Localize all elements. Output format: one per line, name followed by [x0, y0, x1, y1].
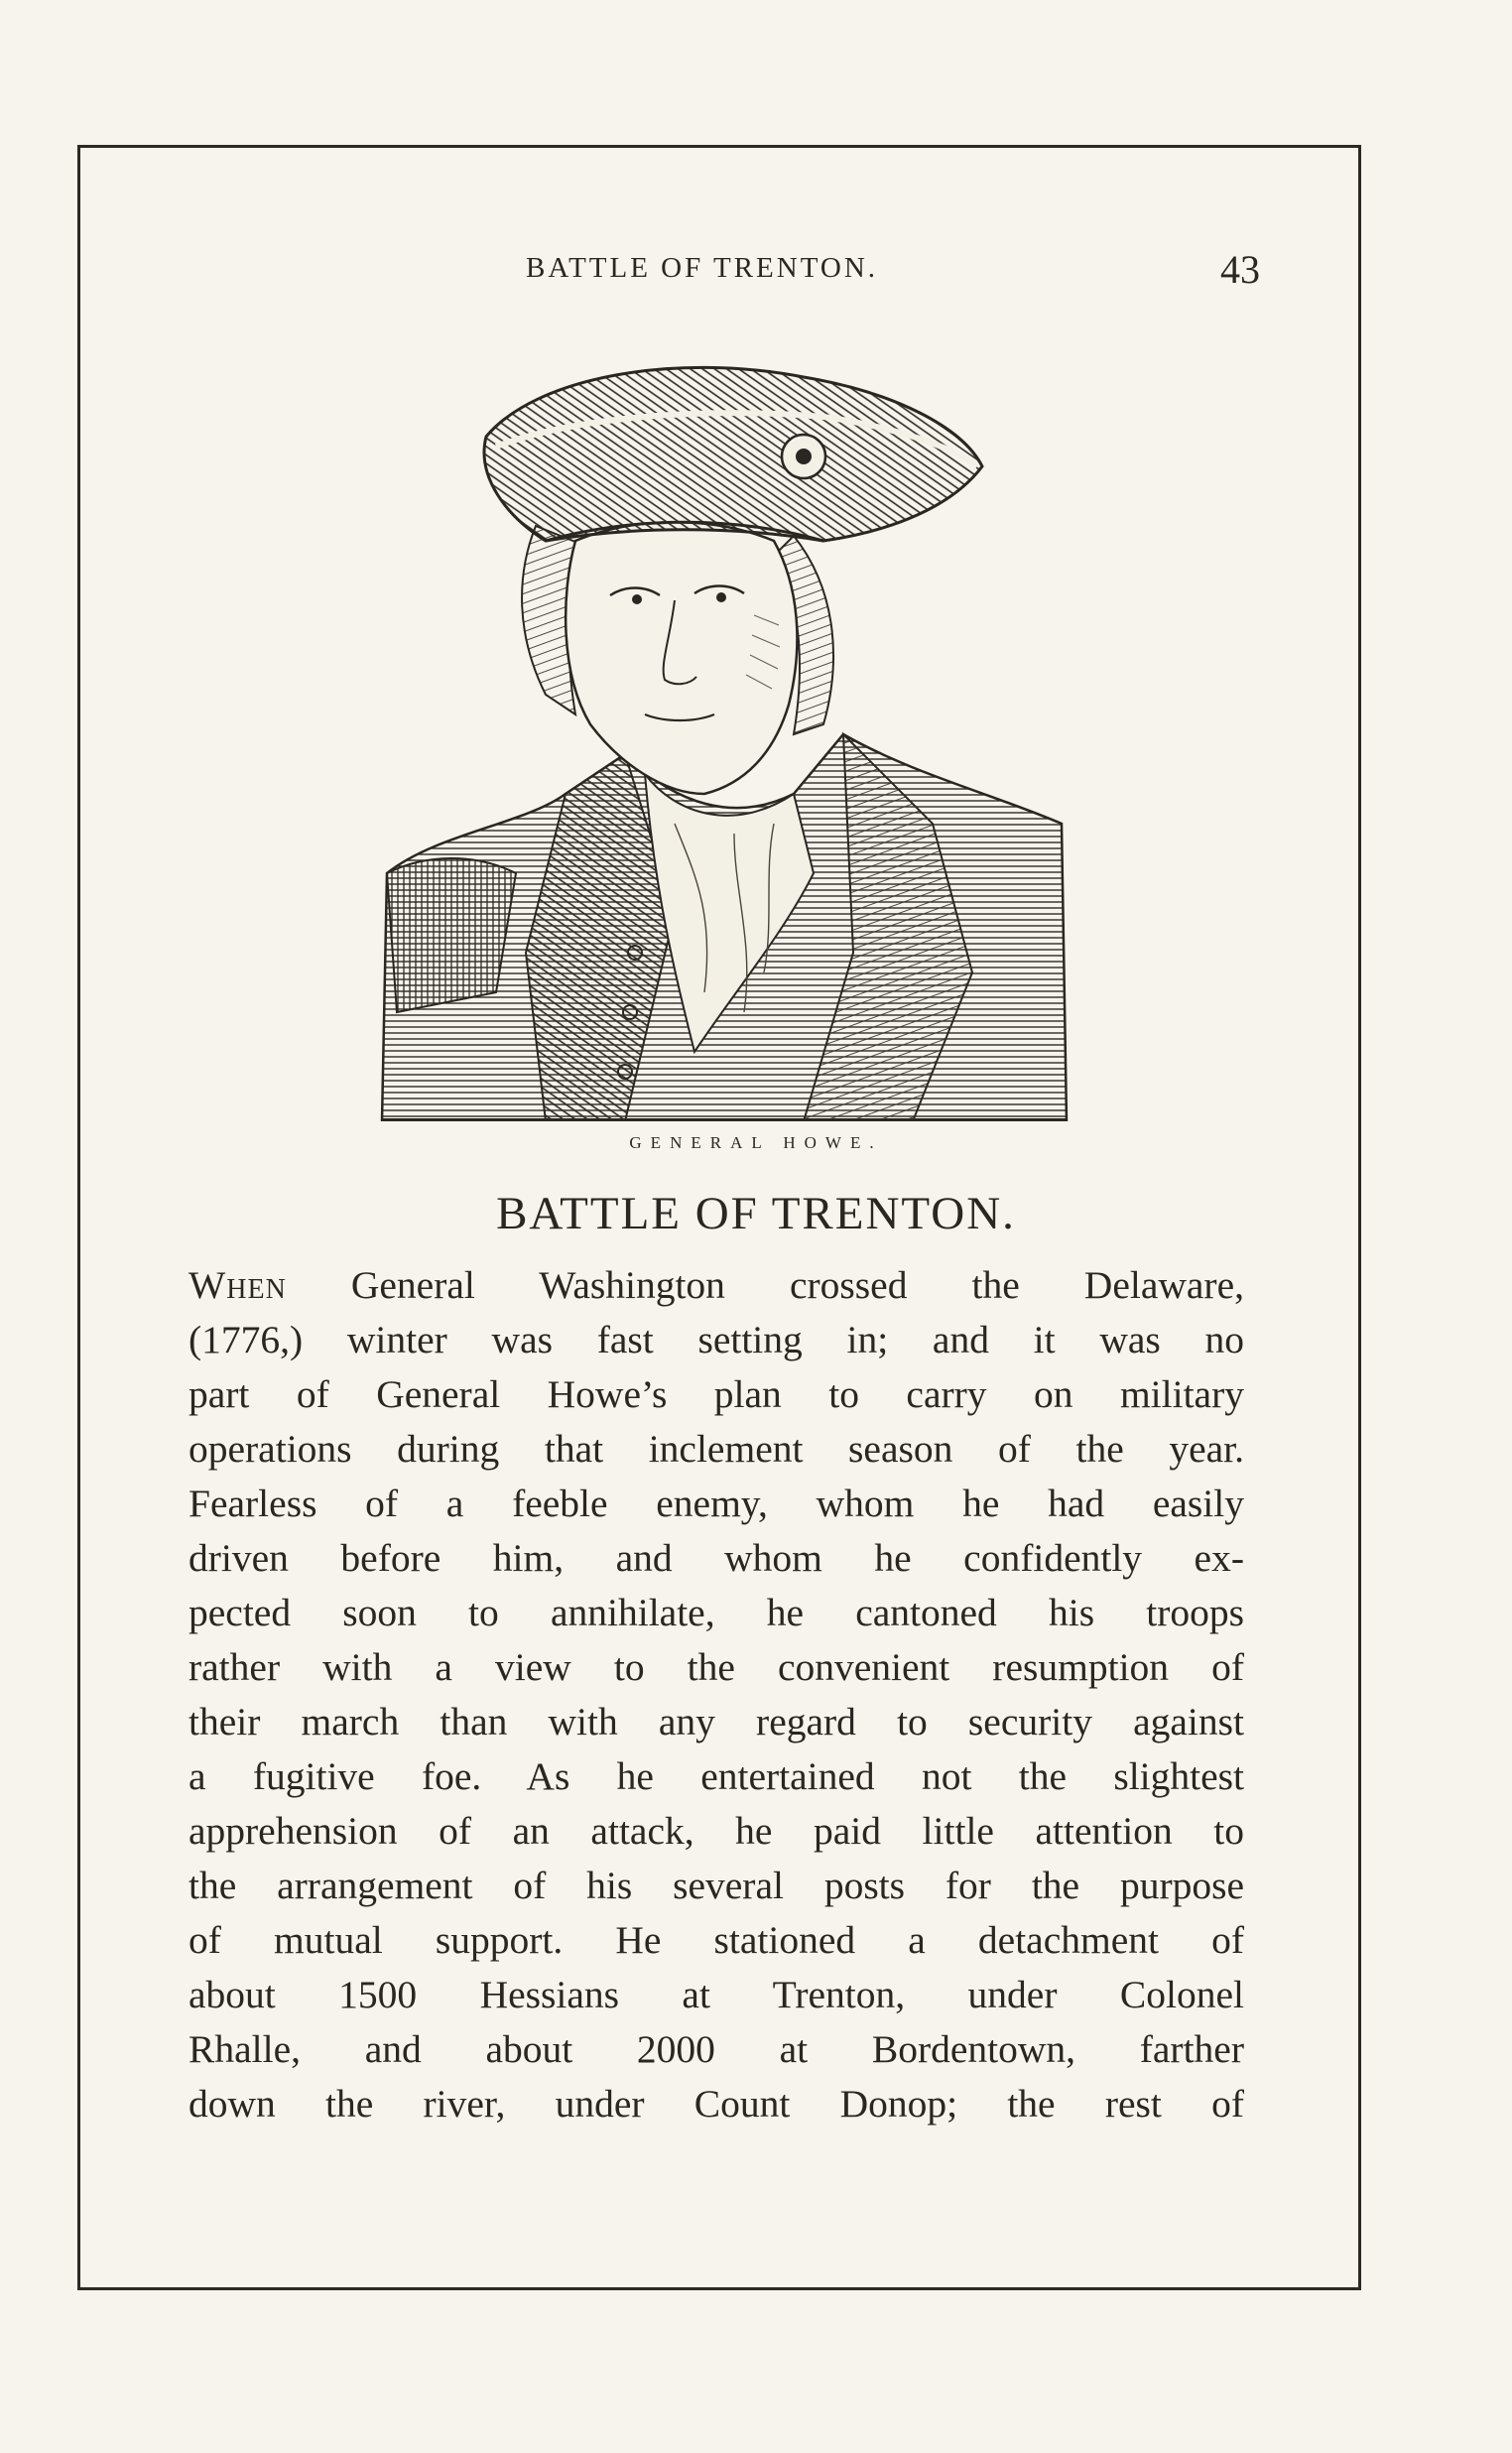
- body-line: Rhalle, and about 2000 at Bordentown, farther: [189, 2027, 1244, 2071]
- body-line: about 1500 Hessians at Trenton, under Colonel: [189, 1973, 1244, 2016]
- body-line: their march than with any regard to security against: [189, 1700, 1244, 1743]
- body-line: down the river, under Count Donop; the rest of: [189, 2082, 1244, 2126]
- body-line: a fugitive foe. As he entertained not the slightest: [189, 1754, 1244, 1798]
- article-body: [189, 1258, 1244, 2131]
- body-line: of mutual support. He stationed a detachment of: [189, 1918, 1244, 1962]
- body-line: rather with a view to the convenient resumption of: [189, 1645, 1244, 1689]
- body-line-1: [189, 1258, 1244, 1313]
- first-line-rest: General Washington crossed the Delaware,: [286, 1263, 1244, 1307]
- running-head: [189, 246, 1260, 296]
- lead-word: When: [189, 1263, 287, 1307]
- body-line: pected soon to annihilate, he cantoned his troops: [189, 1591, 1244, 1634]
- body-line: Fearless of a feeble enemy, whom he had easily: [189, 1482, 1244, 1525]
- body-line: driven before him, and whom he confidently ex-: [189, 1536, 1244, 1580]
- article-title: BATTLE OF TRENTON.: [496, 1188, 1016, 1239]
- body-line: (1776,) winter was fast setting in; and it was no: [189, 1318, 1244, 1361]
- illustration-caption: GENERAL HOWE.: [629, 1133, 883, 1152]
- body-line: apprehension of an attack, he paid little attention to: [189, 1809, 1244, 1853]
- running-title: BATTLE OF TRENTON.: [526, 252, 879, 284]
- page-number: 43: [1220, 247, 1260, 292]
- body-line: the arrangement of his several posts for the purpose: [189, 1864, 1244, 1907]
- body-line: part of General Howe’s plan to carry on military: [189, 1372, 1244, 1416]
- body-line: operations during that inclement season of the year.: [189, 1427, 1244, 1471]
- portrait-engraving-icon: [377, 357, 1071, 1121]
